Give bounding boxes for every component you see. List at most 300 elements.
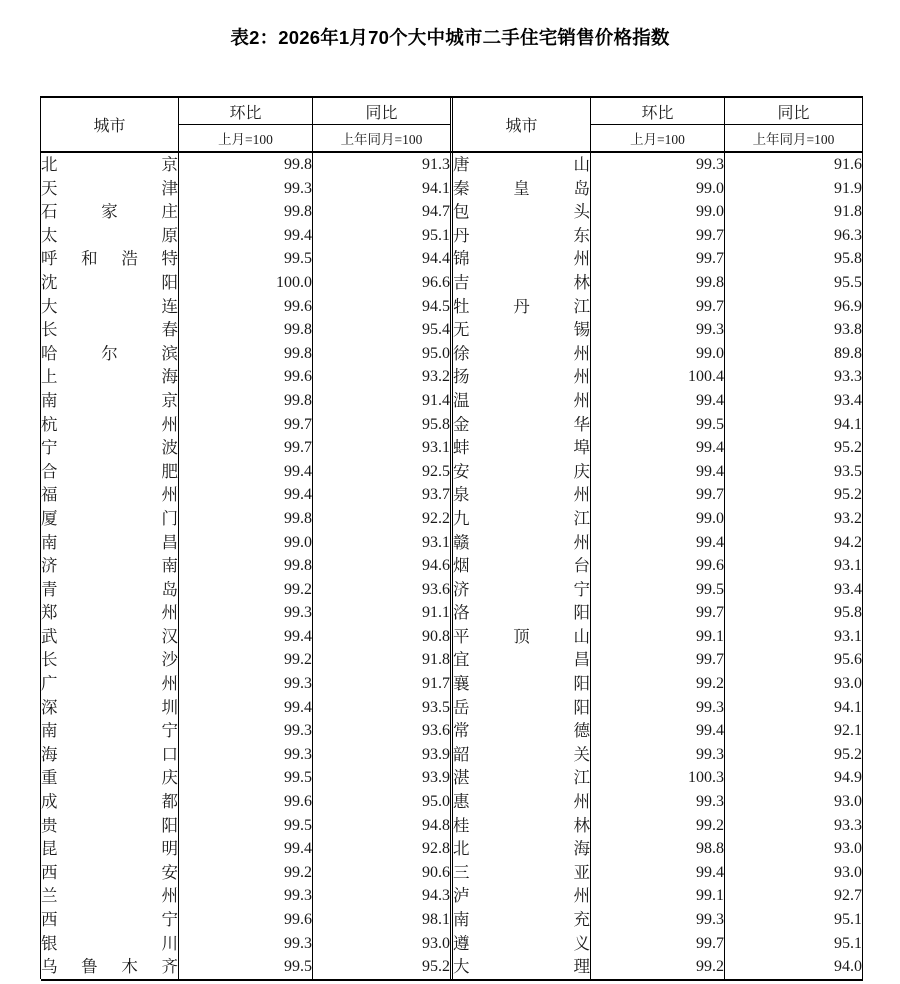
cell-yoy-left: 95.0 bbox=[313, 342, 451, 366]
cell-city-left bbox=[41, 601, 179, 625]
cell-mom-left: 99.4 bbox=[179, 224, 313, 248]
cell-city-left bbox=[41, 743, 179, 767]
table-row bbox=[41, 200, 863, 224]
city-name: 包头 bbox=[453, 202, 590, 222]
price-index-table bbox=[40, 96, 863, 981]
cell-yoy-right: 94.1 bbox=[725, 413, 863, 437]
cell-city-left bbox=[41, 719, 179, 743]
cell-mom-left: 99.2 bbox=[179, 648, 313, 672]
city-name: 昆明 bbox=[41, 839, 178, 859]
city-name: 呼和浩特 bbox=[41, 249, 178, 269]
table-row bbox=[41, 601, 863, 625]
city-name: 福州 bbox=[41, 485, 178, 505]
city-name: 厦门 bbox=[41, 508, 178, 528]
cell-mom-right: 99.2 bbox=[591, 955, 725, 979]
table-row bbox=[41, 908, 863, 932]
city-name: 锦州 bbox=[453, 249, 590, 269]
cell-mom-right: 99.7 bbox=[591, 295, 725, 319]
city-name: 韶关 bbox=[453, 744, 590, 764]
cell-city-left bbox=[41, 295, 179, 319]
cell-yoy-right: 93.3 bbox=[725, 365, 863, 389]
cell-mom-left: 99.8 bbox=[179, 342, 313, 366]
table-row bbox=[41, 743, 863, 767]
cell-city-right bbox=[453, 271, 591, 295]
city-name: 济宁 bbox=[453, 579, 590, 599]
cell-mom-right: 99.7 bbox=[591, 601, 725, 625]
city-name: 重庆 bbox=[41, 768, 178, 788]
table-row bbox=[41, 342, 863, 366]
city-name: 北京 bbox=[41, 155, 178, 174]
cell-mom-right: 99.7 bbox=[591, 247, 725, 271]
price-index-table-wrap bbox=[40, 96, 860, 981]
table-row bbox=[41, 413, 863, 437]
city-name: 湛江 bbox=[453, 768, 590, 788]
city-name: 石家庄 bbox=[41, 202, 178, 222]
cell-yoy-left: 94.7 bbox=[313, 200, 451, 224]
cell-mom-right: 99.0 bbox=[591, 342, 725, 366]
cell-yoy-left: 91.4 bbox=[313, 389, 451, 413]
city-name: 平顶山 bbox=[453, 626, 590, 646]
table-row bbox=[41, 295, 863, 319]
cell-city-left bbox=[41, 955, 179, 979]
cell-city-left bbox=[41, 861, 179, 885]
table-row bbox=[41, 365, 863, 389]
table-row bbox=[41, 578, 863, 602]
header-yoy-right: 同比 bbox=[725, 97, 863, 125]
cell-yoy-right: 94.0 bbox=[725, 955, 863, 979]
cell-city-right bbox=[453, 766, 591, 790]
cell-yoy-left: 93.1 bbox=[313, 531, 451, 555]
cell-yoy-right: 94.1 bbox=[725, 696, 863, 720]
cell-mom-left: 99.2 bbox=[179, 578, 313, 602]
cell-mom-right: 99.3 bbox=[591, 790, 725, 814]
table-row bbox=[41, 696, 863, 720]
cell-mom-left: 99.4 bbox=[179, 696, 313, 720]
city-name: 遵义 bbox=[453, 933, 590, 953]
city-name: 岳阳 bbox=[453, 697, 590, 717]
cell-yoy-left: 92.8 bbox=[313, 837, 451, 861]
city-name: 大理 bbox=[453, 957, 590, 977]
cell-mom-right: 99.3 bbox=[591, 318, 725, 342]
table-row bbox=[41, 648, 863, 672]
city-name: 惠州 bbox=[453, 792, 590, 812]
page-title: 表2：2026年1月70个大中城市二手住宅销售价格指数 bbox=[230, 27, 670, 48]
cell-city-left bbox=[41, 152, 179, 177]
cell-city-right bbox=[453, 955, 591, 979]
cell-city-right bbox=[453, 861, 591, 885]
city-name: 广州 bbox=[41, 674, 178, 694]
cell-yoy-right: 89.8 bbox=[725, 342, 863, 366]
cell-mom-right: 99.1 bbox=[591, 625, 725, 649]
header-mom-right: 环比 bbox=[591, 97, 725, 125]
cell-city-right bbox=[453, 790, 591, 814]
cell-city-right bbox=[453, 342, 591, 366]
cell-yoy-right: 93.0 bbox=[725, 790, 863, 814]
cell-city-left bbox=[41, 531, 179, 555]
cell-yoy-left: 93.9 bbox=[313, 743, 451, 767]
cell-city-right bbox=[453, 200, 591, 224]
cell-city-left bbox=[41, 578, 179, 602]
cell-city-right bbox=[453, 413, 591, 437]
cell-mom-right: 100.3 bbox=[591, 766, 725, 790]
cell-yoy-left: 95.2 bbox=[313, 955, 451, 979]
cell-city-right bbox=[453, 318, 591, 342]
cell-mom-left: 99.4 bbox=[179, 625, 313, 649]
cell-mom-left: 99.8 bbox=[179, 389, 313, 413]
city-name: 长春 bbox=[41, 320, 178, 340]
table-bottom-rule bbox=[41, 979, 863, 980]
cell-yoy-right: 93.1 bbox=[725, 625, 863, 649]
city-name: 南宁 bbox=[41, 721, 178, 741]
header-city-left: 城市 bbox=[41, 97, 179, 151]
cell-city-right bbox=[453, 365, 591, 389]
cell-mom-left: 99.4 bbox=[179, 483, 313, 507]
cell-mom-right: 99.4 bbox=[591, 719, 725, 743]
city-name: 银川 bbox=[41, 933, 178, 953]
city-name: 宁波 bbox=[41, 438, 178, 458]
cell-yoy-right: 93.8 bbox=[725, 318, 863, 342]
city-name: 徐州 bbox=[453, 343, 590, 363]
cell-city-right bbox=[453, 578, 591, 602]
cell-city-left bbox=[41, 648, 179, 672]
cell-city-left bbox=[41, 342, 179, 366]
city-name: 三亚 bbox=[453, 862, 590, 882]
cell-mom-left: 99.4 bbox=[179, 837, 313, 861]
cell-city-right bbox=[453, 460, 591, 484]
cell-yoy-right: 95.8 bbox=[725, 601, 863, 625]
cell-mom-right: 99.5 bbox=[591, 578, 725, 602]
city-name: 丹东 bbox=[453, 225, 590, 245]
city-name: 成都 bbox=[41, 792, 178, 812]
table-row bbox=[41, 177, 863, 201]
cell-city-left bbox=[41, 389, 179, 413]
table-row bbox=[41, 766, 863, 790]
city-name: 北海 bbox=[453, 839, 590, 859]
cell-city-right bbox=[453, 247, 591, 271]
cell-yoy-left: 94.8 bbox=[313, 814, 451, 838]
cell-city-left bbox=[41, 365, 179, 389]
table-row bbox=[41, 483, 863, 507]
cell-yoy-left: 93.9 bbox=[313, 766, 451, 790]
cell-mom-left: 99.8 bbox=[179, 318, 313, 342]
city-name: 泸州 bbox=[453, 886, 590, 906]
cell-mom-right: 99.4 bbox=[591, 861, 725, 885]
city-name: 烟台 bbox=[453, 556, 590, 576]
cell-city-right bbox=[453, 672, 591, 696]
cell-city-left bbox=[41, 200, 179, 224]
cell-city-right bbox=[453, 743, 591, 767]
city-name: 常德 bbox=[453, 721, 590, 741]
cell-yoy-left: 93.6 bbox=[313, 719, 451, 743]
city-name: 安庆 bbox=[453, 461, 590, 481]
cell-mom-left: 99.6 bbox=[179, 295, 313, 319]
cell-mom-left: 99.5 bbox=[179, 955, 313, 979]
cell-yoy-left: 94.5 bbox=[313, 295, 451, 319]
cell-mom-left: 99.8 bbox=[179, 152, 313, 177]
cell-mom-right: 99.3 bbox=[591, 908, 725, 932]
subheader-mom-right: 上月=100 bbox=[591, 125, 725, 152]
cell-yoy-right: 92.7 bbox=[725, 884, 863, 908]
city-name: 郑州 bbox=[41, 603, 178, 623]
table-row bbox=[41, 271, 863, 295]
cell-city-right bbox=[453, 507, 591, 531]
cell-yoy-left: 94.4 bbox=[313, 247, 451, 271]
city-name: 武汉 bbox=[41, 626, 178, 646]
city-name: 哈尔滨 bbox=[41, 343, 178, 363]
cell-city-left bbox=[41, 625, 179, 649]
cell-mom-left: 99.3 bbox=[179, 743, 313, 767]
cell-city-right bbox=[453, 177, 591, 201]
cell-city-left bbox=[41, 790, 179, 814]
city-name: 南充 bbox=[453, 910, 590, 929]
cell-city-left bbox=[41, 672, 179, 696]
cell-yoy-right: 93.3 bbox=[725, 814, 863, 838]
cell-city-left bbox=[41, 177, 179, 201]
cell-city-right bbox=[453, 436, 591, 460]
cell-mom-right: 99.2 bbox=[591, 672, 725, 696]
cell-city-right bbox=[453, 531, 591, 555]
cell-city-right bbox=[453, 152, 591, 177]
cell-mom-left: 99.3 bbox=[179, 177, 313, 201]
subheader-mom-left: 上月=100 bbox=[179, 125, 313, 152]
city-name: 太原 bbox=[41, 225, 178, 245]
cell-mom-right: 99.4 bbox=[591, 460, 725, 484]
cell-yoy-left: 93.1 bbox=[313, 436, 451, 460]
cell-mom-left: 99.5 bbox=[179, 247, 313, 271]
cell-city-left bbox=[41, 271, 179, 295]
cell-city-right bbox=[453, 295, 591, 319]
city-name: 兰州 bbox=[41, 886, 178, 906]
cell-yoy-right: 96.3 bbox=[725, 224, 863, 248]
city-name: 深圳 bbox=[41, 697, 178, 717]
cell-city-left bbox=[41, 766, 179, 790]
cell-city-right bbox=[453, 554, 591, 578]
cell-yoy-left: 95.8 bbox=[313, 413, 451, 437]
table-row bbox=[41, 814, 863, 838]
cell-mom-left: 99.4 bbox=[179, 460, 313, 484]
cell-mom-left: 99.3 bbox=[179, 719, 313, 743]
cell-city-left bbox=[41, 507, 179, 531]
cell-yoy-left: 93.0 bbox=[313, 932, 451, 956]
table-row bbox=[41, 719, 863, 743]
cell-yoy-left: 95.0 bbox=[313, 790, 451, 814]
cell-yoy-left: 96.6 bbox=[313, 271, 451, 295]
cell-mom-right: 99.0 bbox=[591, 200, 725, 224]
cell-mom-right: 99.3 bbox=[591, 743, 725, 767]
cell-mom-right: 99.1 bbox=[591, 884, 725, 908]
cell-mom-left: 99.6 bbox=[179, 790, 313, 814]
cell-mom-right: 99.0 bbox=[591, 507, 725, 531]
cell-mom-left: 99.8 bbox=[179, 200, 313, 224]
cell-yoy-left: 93.6 bbox=[313, 578, 451, 602]
city-name: 蚌埠 bbox=[453, 438, 590, 458]
cell-mom-right: 98.8 bbox=[591, 837, 725, 861]
header-city-right: 城市 bbox=[453, 97, 591, 151]
cell-yoy-left: 93.7 bbox=[313, 483, 451, 507]
table-header bbox=[41, 97, 863, 152]
cell-yoy-left: 94.6 bbox=[313, 554, 451, 578]
table-row bbox=[41, 672, 863, 696]
table-row bbox=[41, 932, 863, 956]
table-row bbox=[41, 884, 863, 908]
city-name: 长沙 bbox=[41, 650, 178, 670]
cell-yoy-right: 93.2 bbox=[725, 507, 863, 531]
cell-yoy-right: 93.5 bbox=[725, 460, 863, 484]
cell-mom-right: 99.3 bbox=[591, 696, 725, 720]
cell-mom-right: 99.4 bbox=[591, 531, 725, 555]
cell-yoy-right: 95.2 bbox=[725, 743, 863, 767]
cell-city-left bbox=[41, 908, 179, 932]
cell-yoy-right: 93.4 bbox=[725, 389, 863, 413]
table-row bbox=[41, 531, 863, 555]
table-row bbox=[41, 837, 863, 861]
cell-yoy-right: 95.6 bbox=[725, 648, 863, 672]
table-row bbox=[41, 955, 863, 979]
table-row bbox=[41, 625, 863, 649]
city-name: 金华 bbox=[453, 414, 590, 434]
cell-mom-left: 100.0 bbox=[179, 271, 313, 295]
cell-mom-left: 99.2 bbox=[179, 861, 313, 885]
city-name: 合肥 bbox=[41, 461, 178, 481]
cell-mom-right: 99.7 bbox=[591, 483, 725, 507]
cell-city-left bbox=[41, 837, 179, 861]
cell-mom-left: 99.5 bbox=[179, 814, 313, 838]
table-row bbox=[41, 436, 863, 460]
cell-mom-left: 99.8 bbox=[179, 507, 313, 531]
city-name: 襄阳 bbox=[453, 674, 590, 694]
city-name: 乌鲁木齐 bbox=[41, 957, 178, 977]
table-row bbox=[41, 318, 863, 342]
cell-city-right bbox=[453, 932, 591, 956]
cell-mom-right: 99.7 bbox=[591, 648, 725, 672]
cell-yoy-right: 93.0 bbox=[725, 861, 863, 885]
cell-yoy-left: 94.1 bbox=[313, 177, 451, 201]
cell-yoy-left: 91.3 bbox=[313, 152, 451, 177]
cell-city-left bbox=[41, 554, 179, 578]
city-name: 杭州 bbox=[41, 414, 178, 434]
cell-mom-right: 99.0 bbox=[591, 177, 725, 201]
cell-city-left bbox=[41, 483, 179, 507]
table-row bbox=[41, 790, 863, 814]
city-name: 桂林 bbox=[453, 815, 590, 835]
cell-city-left bbox=[41, 696, 179, 720]
cell-city-right bbox=[453, 483, 591, 507]
cell-yoy-left: 91.8 bbox=[313, 648, 451, 672]
city-name: 九江 bbox=[453, 508, 590, 528]
table-row bbox=[41, 460, 863, 484]
table-row bbox=[41, 507, 863, 531]
city-name: 秦皇岛 bbox=[453, 178, 590, 198]
cell-city-left bbox=[41, 814, 179, 838]
cell-city-left bbox=[41, 460, 179, 484]
cell-city-right bbox=[453, 648, 591, 672]
table-row bbox=[41, 554, 863, 578]
city-name: 上海 bbox=[41, 367, 178, 387]
city-name: 青岛 bbox=[41, 579, 178, 599]
cell-mom-left: 99.7 bbox=[179, 413, 313, 437]
cell-mom-left: 99.3 bbox=[179, 932, 313, 956]
cell-yoy-right: 95.2 bbox=[725, 483, 863, 507]
cell-mom-left: 99.7 bbox=[179, 436, 313, 460]
cell-mom-right: 100.4 bbox=[591, 365, 725, 389]
cell-city-right bbox=[453, 719, 591, 743]
cell-mom-right: 99.4 bbox=[591, 389, 725, 413]
cell-yoy-right: 95.5 bbox=[725, 271, 863, 295]
cell-mom-left: 99.3 bbox=[179, 601, 313, 625]
city-name: 吉林 bbox=[453, 272, 590, 292]
cell-yoy-right: 93.0 bbox=[725, 837, 863, 861]
city-name: 牡丹江 bbox=[453, 296, 590, 316]
city-name: 南昌 bbox=[41, 532, 178, 552]
cell-yoy-left: 93.5 bbox=[313, 696, 451, 720]
cell-city-right bbox=[453, 224, 591, 248]
cell-city-left bbox=[41, 932, 179, 956]
cell-yoy-left: 91.7 bbox=[313, 672, 451, 696]
cell-yoy-left: 94.3 bbox=[313, 884, 451, 908]
city-name: 唐山 bbox=[453, 155, 590, 174]
table-row bbox=[41, 224, 863, 248]
cell-city-left bbox=[41, 318, 179, 342]
cell-city-left bbox=[41, 413, 179, 437]
cell-yoy-right: 94.9 bbox=[725, 766, 863, 790]
cell-mom-right: 99.2 bbox=[591, 814, 725, 838]
cell-yoy-right: 95.1 bbox=[725, 908, 863, 932]
cell-yoy-right: 91.8 bbox=[725, 200, 863, 224]
cell-yoy-right: 91.6 bbox=[725, 152, 863, 177]
cell-mom-left: 99.5 bbox=[179, 766, 313, 790]
table-header-row-group bbox=[41, 97, 863, 125]
city-name: 贵阳 bbox=[41, 815, 178, 835]
header-mom-left: 环比 bbox=[179, 97, 313, 125]
cell-mom-right: 99.4 bbox=[591, 436, 725, 460]
cell-mom-right: 99.7 bbox=[591, 224, 725, 248]
table-row bbox=[41, 389, 863, 413]
cell-yoy-left: 92.5 bbox=[313, 460, 451, 484]
cell-mom-left: 99.6 bbox=[179, 908, 313, 932]
cell-mom-left: 99.8 bbox=[179, 554, 313, 578]
cell-city-right bbox=[453, 625, 591, 649]
cell-mom-right: 99.3 bbox=[591, 152, 725, 177]
city-name: 大连 bbox=[41, 296, 178, 316]
cell-city-right bbox=[453, 814, 591, 838]
cell-mom-left: 99.0 bbox=[179, 531, 313, 555]
cell-yoy-left: 90.8 bbox=[313, 625, 451, 649]
cell-mom-left: 99.3 bbox=[179, 884, 313, 908]
cell-yoy-right: 93.4 bbox=[725, 578, 863, 602]
city-name: 温州 bbox=[453, 390, 590, 410]
cell-yoy-right: 93.0 bbox=[725, 672, 863, 696]
cell-city-right bbox=[453, 696, 591, 720]
city-name: 南京 bbox=[41, 390, 178, 410]
city-name: 济南 bbox=[41, 556, 178, 576]
cell-mom-right: 99.6 bbox=[591, 554, 725, 578]
cell-yoy-left: 93.2 bbox=[313, 365, 451, 389]
city-name: 洛阳 bbox=[453, 603, 590, 623]
cell-yoy-left: 92.2 bbox=[313, 507, 451, 531]
cell-yoy-right: 95.1 bbox=[725, 932, 863, 956]
city-name: 赣州 bbox=[453, 532, 590, 552]
cell-yoy-left: 98.1 bbox=[313, 908, 451, 932]
cell-yoy-left: 91.1 bbox=[313, 601, 451, 625]
table-body bbox=[41, 152, 863, 979]
city-name: 扬州 bbox=[453, 367, 590, 387]
cell-yoy-right: 96.9 bbox=[725, 295, 863, 319]
cell-yoy-right: 91.9 bbox=[725, 177, 863, 201]
cell-yoy-right: 95.8 bbox=[725, 247, 863, 271]
cell-mom-right: 99.8 bbox=[591, 271, 725, 295]
cell-city-right bbox=[453, 884, 591, 908]
cell-mom-right: 99.7 bbox=[591, 932, 725, 956]
